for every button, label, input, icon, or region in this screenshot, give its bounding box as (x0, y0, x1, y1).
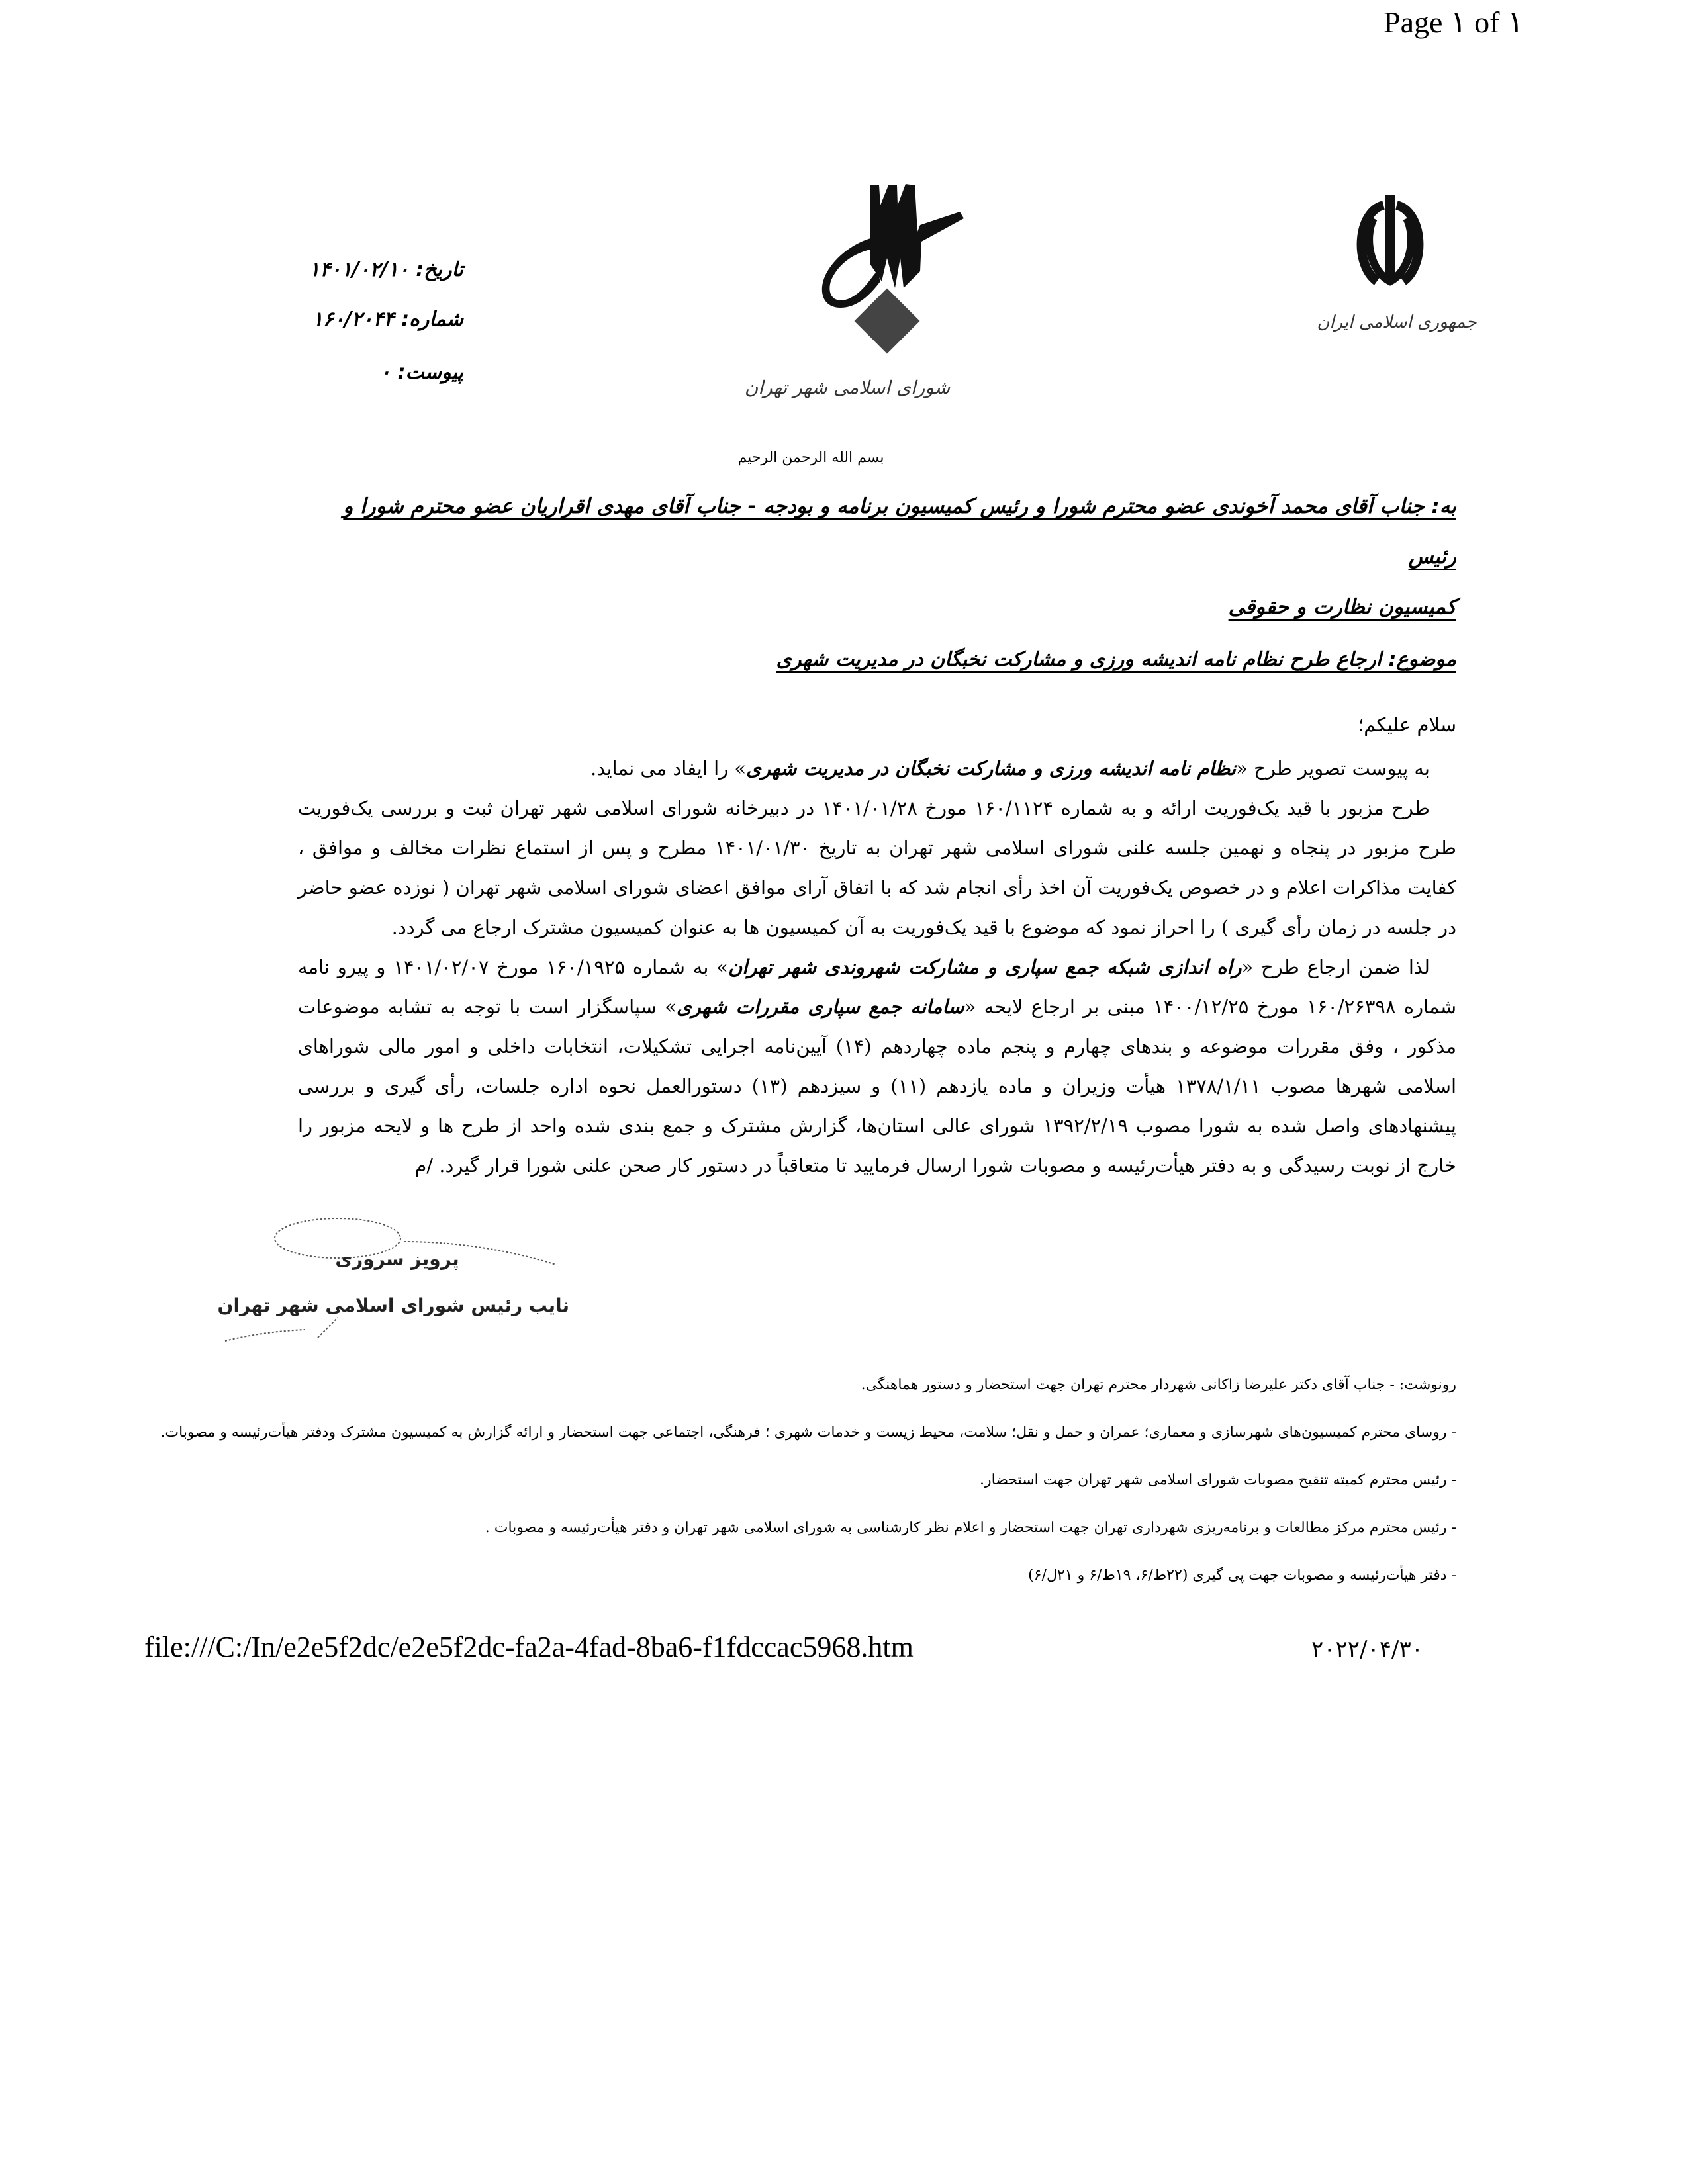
letter-attachment: پیوست: ۰ (379, 361, 463, 384)
p3-part-c: » سپاسگزار است با توجه به تشابه موضوعات مذکور ، وفق مقررات موضوعه و بندهای چهارم و پنجم ماده چهاردهم (۱۴) آیین‌نامه اجرایی تشکیلات، انتخابات داخلی و امور مالی شوراهای اسلامی شهرها مصوب ۱۳۷۸/۱/۱۱ هیأت وزیران و ماده یازدهم (۱۱) و سیزدهم (۱۳) دستورالعمل نحوه اداره جلسات، رأی گیری و بررسی پیشنهادهای واصل شده به شورا مصوب ۱۳۹۲/۲/۱۹ شورای عالی استان‌ها، گزارش مشترک و جمع بندی شده واحد از طرح ها و لایحه مزبور را خارج از نوبت رسیدگی و به دفتر هیأت‌رئیسه و مصوبات شورا ارسال فرمایید تا متعاقباً در دستور کار صحن علنی شورا قرار گیرد. /م (298, 995, 1457, 1177)
council-logo (722, 165, 973, 404)
p1-post: » را ایفاد می نماید. (590, 757, 747, 780)
p1-title: نظام نامه اندیشه ورزی و مشارکت نخبگان در مدیریت شهری (746, 757, 1237, 780)
p3-title-1: راه اندازی شبکه جمع سپاری و مشارکت شهروندی شهر تهران (727, 956, 1242, 978)
addressee-line-2: کمیسیون نظارت و حقوقی (1228, 595, 1456, 619)
cc-item: رونوشت: - جناب آقای دکتر علیرضا زاکانی شهردار محترم تهران جهت استحضار و دستور هماهنگی. (861, 1377, 1456, 1393)
page-number: Page ۱ of ۱ (1383, 5, 1524, 39)
paragraph-3 (298, 947, 1456, 1185)
p1-pre: به پیوست تصویر طرح « (1236, 757, 1430, 780)
addressee-line-1: به: جناب آقای محمد آخوندی عضو محترم شورا و رئیس کمیسیون برنامه و بودجه - جناب آقای مهدی اقراریان عضو محترم شورا و رئیس (343, 494, 1456, 569)
subject-text: موضوع: ارجاع طرح نظام نامه اندیشه ورزی و مشارکت نخبگان در مدیریت شهری (776, 648, 1456, 671)
cc-item: - رئیس محترم کمیته تنقیح مصوبات شورای اسلامی شهر تهران جهت استحضار. (980, 1472, 1456, 1488)
bismillah-heading: بسم الله الرحمن الرحیم (737, 449, 884, 466)
signatory-name: پرویز سروری (335, 1248, 459, 1270)
p3-part-b: » به شماره ۱۶۰/۱۹۲۵ مورخ ۱۴۰۱/۰۲/۰۷ و پیرو نامه شماره ۱۶۰/۲۶۳۹۸ مورخ ۱۴۰۰/۱۲/۲۵ مبنی بر ارجاع لایحه « (298, 956, 1456, 1018)
cc-list (132, 1371, 1456, 1590)
cc-item: - رئیس محترم مرکز مطالعات و برنامه‌ریزی شهرداری تهران جهت استحضار و اعلام نظر کارشناسی به شورای اسلامی شهر تهران و دفتر هیأت‌رئیسه و مصوبات . (485, 1520, 1456, 1536)
signatory-title: نایب رئیس شورای اسلامی شهر تهران (217, 1295, 569, 1316)
signature-scribble (185, 1212, 616, 1344)
iran-emblem (1297, 165, 1483, 338)
council-logo-text: شورای اسلامی شهر تهران (744, 377, 951, 398)
page-footer (144, 1630, 1423, 1664)
signature-block (185, 1212, 616, 1344)
paragraph-2: طرح مزبور با قید یک‌فوریت ارائه و به شماره ۱۶۰/۱۱۲۴ مورخ ۱۴۰۱/۰۱/۲۸ در دبیرخانه شورای اسلامی شهر تهران ثبت و بررسی یک‌فوریت طرح مزبور در پنجاه و نهمین جلسه علنی شورای اسلامی شهر تهران به تاریخ ۱۴۰۱/۰۱/۳۰ مطرح و پس از استماع نظرات مخالف و موافق ، کفایت مذاکرات اعلام و در خصوص یک‌فوریت آن اخذ رأی انجام شد که با اتفاق آرای موافق اعضای شورای اسلامی شهر تهران ( نوزده عضو حاضر در جلسه در زمان رأی گیری ) را احراز نمود که موضوع با قید یک‌فوریت به آن کمیسیون ها به عنوان کمیسیون مشترک ارجاع می گردد. (298, 797, 1456, 938)
letter-number: شماره: ۱۶۰/۲۰۴۴ (312, 308, 463, 331)
letter-content (132, 447, 1489, 1677)
paragraph-1 (298, 749, 1456, 788)
letter-date: تاریخ: ۱۴۰۱/۰۲/۱۰ (309, 258, 463, 281)
greeting: سلام علیکم؛ (1358, 713, 1456, 736)
p3-part-a: لذا ضمن ارجاع طرح « (1241, 956, 1430, 978)
cc-item: - دفتر هیأت‌رئیسه و مصوبات جهت پی گیری (۲۲ط/۶، ۱۹ط/۶ و ۲۱ل/۶) (1028, 1567, 1456, 1584)
footer-file-path: file:///C:/In/e2e5f2dc/e2e5f2dc-fa2a-4fad-8ba6-f1fdccac5968.htm (144, 1631, 914, 1663)
footer-date: ۲۰۲۲/۰۴/۳۰ (1311, 1636, 1423, 1662)
letter-body (298, 705, 1456, 1185)
subject-line (384, 641, 1456, 678)
p3-title-2: سامانه جمع سپاری مقررات شهری (677, 995, 964, 1018)
addressee (291, 481, 1456, 632)
emblem-text: جمهوری اسلامی ایران (1317, 312, 1477, 332)
cc-item: - روسای محترم کمیسیون‌های شهرسازی و معماری؛ عمران و حمل و نقل؛ سلامت، محیط زیست و خدمات شهری ؛ فرهنگی، اجتماعی جهت استحضار و ارائه گزارش به کمیسیون مشترک ودفتر هیأت‌رئیسه و مصوبات. (160, 1424, 1456, 1441)
